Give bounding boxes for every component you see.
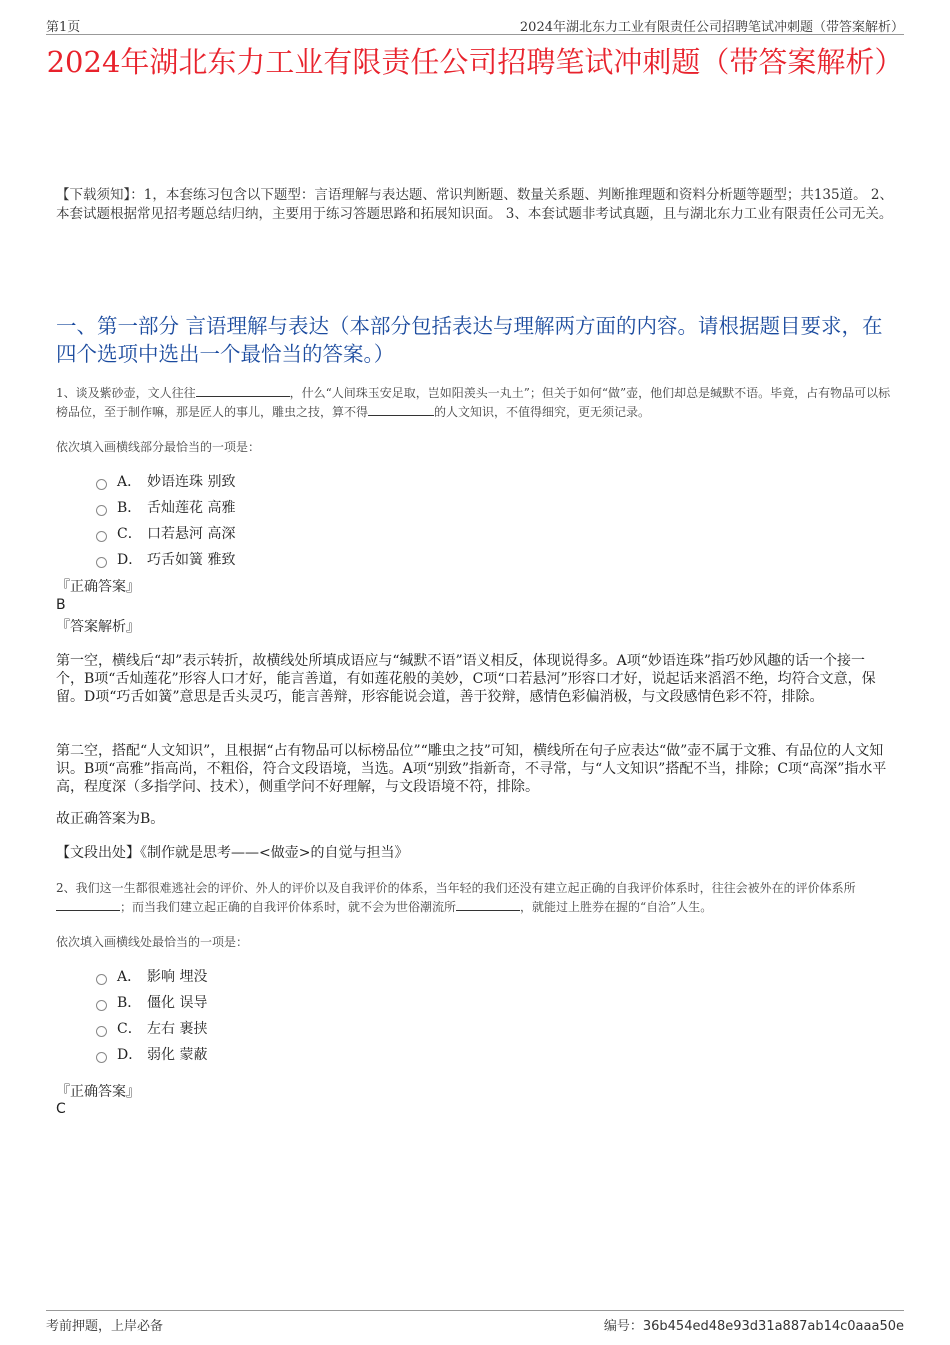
download-notice: 【下载须知】：1，本套练习包含以下题型：言语理解与表达题、常识判断题、数量关系题、判断推理题和资料分析题等题型；共135道。 2、本套试题根据常见招考题总结归纳，主要用于练习答题思路和拓展知识面。 3、本套试题非考试真题，且与湖北东力工业有限责任公司无关。 bbox=[56, 187, 893, 222]
q1-text-part: 的人文知识，不值得细究，更无须记录。 bbox=[434, 405, 651, 419]
footer-code bbox=[604, 1315, 904, 1334]
question-1-options bbox=[96, 468, 235, 572]
option-c[interactable] bbox=[96, 1015, 207, 1041]
option-letter: B． bbox=[117, 500, 142, 516]
q1-text-part: ，什么“人间珠玉安足取，岂如阳羡头一丸土”；但关于如何“做”壶，他们却总是缄默不语。毕竟，占有物品可以标榜品位，至于制作嘛，那是匠人的事儿，雕虫之技，算不得 bbox=[56, 386, 891, 419]
page-header bbox=[46, 14, 904, 35]
question-1-prompt: 依次填入画横线部分最恰当的一项是： bbox=[56, 440, 261, 454]
option-text: 影响 埋没 bbox=[147, 969, 208, 985]
option-text: 弱化 蒙蔽 bbox=[147, 1047, 208, 1063]
option-d[interactable] bbox=[96, 546, 235, 572]
answer-label: 『正确答案』 bbox=[56, 1084, 140, 1100]
answer-label: 『正确答案』 bbox=[56, 579, 140, 595]
radio-button[interactable] bbox=[96, 479, 107, 490]
option-a[interactable] bbox=[96, 963, 207, 989]
header-doc-title: 2024年湖北东力工业有限责任公司招聘笔试冲刺题（带答案解析） bbox=[519, 20, 904, 35]
footer-slogan: 考前押题，上岸必备 bbox=[46, 1319, 164, 1334]
fill-blank bbox=[196, 384, 290, 397]
fill-blank bbox=[456, 898, 520, 911]
option-d[interactable] bbox=[96, 1041, 207, 1067]
section-heading: 一、第一部分 言语理解与表达（本部分包括表达与理解两方面的内容。请根据题目要求，在四个选项中选出一个最恰当的答案。） bbox=[56, 314, 883, 366]
option-b[interactable] bbox=[96, 989, 207, 1015]
question-2-options bbox=[96, 963, 207, 1067]
option-a[interactable] bbox=[96, 468, 235, 494]
option-text: 僵化 误导 bbox=[147, 995, 208, 1011]
question-1-text bbox=[56, 384, 896, 422]
document-title: 2024年湖北东力工业有限责任公司招聘笔试冲刺题（带答案解析） bbox=[46, 45, 904, 79]
question-2-prompt: 依次填入画横线处最恰当的一项是： bbox=[56, 935, 249, 949]
question-2-text bbox=[56, 879, 896, 917]
option-b[interactable] bbox=[96, 494, 235, 520]
option-letter: C． bbox=[117, 1021, 142, 1037]
option-text: 巧舌如簧 雅致 bbox=[147, 552, 236, 568]
answer-value: C bbox=[56, 1101, 66, 1117]
radio-button[interactable] bbox=[96, 974, 107, 985]
option-c[interactable] bbox=[96, 520, 235, 546]
q2-text-part: 2、我们这一生都很难逃社会的评价、外人的评价以及自我评价的体系，当年轻的我们还没有建立起正确的自我评价体系时，往往会被外在的评价体系所 bbox=[56, 881, 856, 895]
radio-button[interactable] bbox=[96, 1052, 107, 1063]
radio-button[interactable] bbox=[96, 505, 107, 516]
page-number: 第1页 bbox=[46, 20, 81, 35]
option-letter: D． bbox=[117, 552, 143, 568]
option-text: 妙语连珠 别致 bbox=[147, 474, 236, 490]
q2-text-part: ；而当我们建立起正确的自我评价体系时，就不会为世俗潮流所 bbox=[120, 900, 457, 914]
option-text: 舌灿莲花 高雅 bbox=[147, 500, 236, 516]
code-label: 编号： bbox=[603, 1319, 643, 1334]
code-value: 36b454ed48e93d31a887ab14c0aaa50e bbox=[642, 1319, 904, 1334]
option-letter: A． bbox=[117, 474, 142, 490]
option-letter: D． bbox=[117, 1047, 143, 1063]
answer-conclusion: 故正确答案为B。 bbox=[56, 811, 165, 827]
passage-source: 【文段出处】《制作就是思考——<做壶>的自觉与担当》 bbox=[56, 845, 409, 861]
answer-value: B bbox=[56, 597, 66, 613]
option-text: 口若悬河 高深 bbox=[147, 526, 236, 542]
analysis-label: 『答案解析』 bbox=[56, 619, 140, 635]
page-footer bbox=[46, 1310, 904, 1333]
option-letter: B． bbox=[117, 995, 142, 1011]
q1-text-part: 1、谈及紫砂壶，文人往往 bbox=[56, 386, 196, 400]
fill-blank bbox=[56, 898, 120, 911]
radio-button[interactable] bbox=[96, 1000, 107, 1011]
radio-button[interactable] bbox=[96, 1026, 107, 1037]
radio-button[interactable] bbox=[96, 557, 107, 568]
fill-blank bbox=[368, 403, 434, 416]
option-letter: C． bbox=[117, 526, 142, 542]
option-letter: A． bbox=[117, 969, 142, 985]
analysis-paragraph-1: 第一空，横线后“却”表示转折，故横线处所填成语应与“缄默不语”语义相反，体现说得多。A项“妙语连珠”指巧妙风趣的话一个接一个，B项“舌灿莲花”形容人口才好，能言善道，有如莲花般的美妙，C项“口若悬河”形容口才好，说起话来滔滔不绝，均符合文意，保留。D项“巧舌如簧”意思是舌头灵巧，能言善辩，形容能说会道，善于狡辩，感情色彩偏消极，与文段感情色彩不符，排除。 bbox=[56, 653, 876, 705]
q2-text-part: ，就能过上胜券在握的“自洽”人生。 bbox=[520, 900, 713, 914]
option-text: 左右 裹挟 bbox=[147, 1021, 208, 1037]
analysis-paragraph-2: 第二空，搭配“人文知识”，且根据“占有物品可以标榜品位”“雕虫之技”可知，横线所在句子应表达“做”壶不属于文雅、有品位的人文知识。B项“高雅”指高尚，不粗俗，符合文段语境，当选。A项“别致”指新奇，不寻常，与“人文知识”搭配不当，排除；C项“高深”指水平高，程度深（多指学问、技术），侧重学问不好理解，与文段语境不符，排除。 bbox=[56, 743, 887, 795]
radio-button[interactable] bbox=[96, 531, 107, 542]
